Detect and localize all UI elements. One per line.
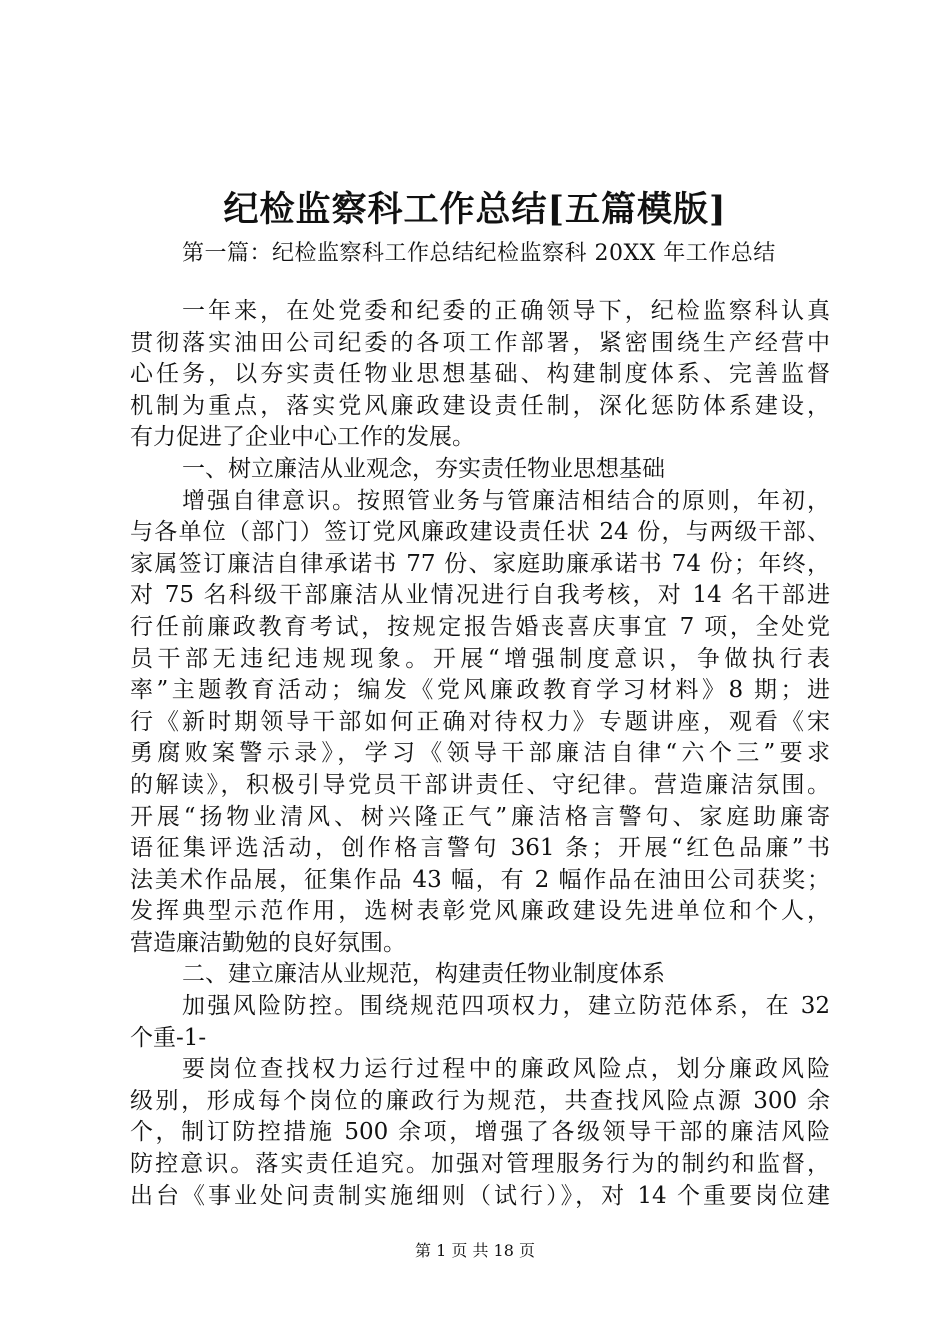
- body-line: 贯彻落实油田公司纪委的各项工作部署，紧密围绕生产经营中: [130, 329, 830, 356]
- body-line: 机制为重点，落实党风廉政建设责任制，深化惩防体系建设，: [130, 392, 830, 419]
- body-line: 增强自律意识。按照管业务与管廉洁相结合的原则，年初，: [182, 487, 830, 514]
- body-line: 语征集评选活动，创作格言警句 361 条；开展“红色品廉”书: [130, 835, 830, 862]
- body-line: 个重-1-: [130, 1024, 207, 1051]
- body-line: 防控意识。落实责任追究。加强对管理服务行为的制约和监督，: [130, 1151, 830, 1178]
- body-line: 家属签订廉洁自律承诺书 77 份、家庭助廉承诺书 74 份；年终，: [130, 550, 830, 577]
- body-line: 与各单位（部门）签订党风廉政建设责任状 24 份，与两级干部、: [130, 519, 830, 546]
- body-line: 行《新时期领导干部如何正确对待权力》专题讲座，观看《宋: [130, 708, 830, 735]
- body-line: 级别，形成每个岗位的廉政行为规范，共查找风险点源 300 余: [130, 1087, 830, 1114]
- body-line: 勇腐败案警示录》，学习《领导干部廉洁自律“六个三”要求: [130, 740, 830, 767]
- document-title: 纪检监察科工作总结[五篇模版]: [223, 189, 727, 230]
- body-line: 一年来，在处党委和纪委的正确领导下，纪检监察科认真: [182, 298, 830, 324]
- body-line: 员干部无违纪违规现象。开展“增强制度意识，争做执行表: [130, 645, 830, 672]
- body-line: 率”主题教育活动；编发《党风廉政教育学习材料》8 期；进: [130, 677, 830, 704]
- document-subtitle: 第一篇：纪检监察科工作总结纪检监察科 20XX 年工作总结: [182, 241, 776, 266]
- body-line: 加强风险防控。围绕规范四项权力，建立防范体系，在 32: [182, 993, 830, 1020]
- body-line: 心任务，以夯实责任物业思想基础、构建制度体系、完善监督: [130, 361, 830, 388]
- body-line: 行任前廉政教育考试，按规定报告婚丧喜庆事宜 7 项，全处党: [130, 613, 830, 640]
- body-line: 法美术作品展，征集作品 43 幅，有 2 幅作品在油田公司获奖；: [130, 866, 830, 893]
- body-line: 发挥典型示范作用，选树表彰党风廉政建设先进单位和个人，: [130, 898, 830, 925]
- section-heading: 一、树立廉洁从业观念，夯实责任物业思想基础: [182, 455, 665, 482]
- body-line: 出台《事业处问责制实施细则（试行）》，对 14 个重要岗位建: [130, 1182, 830, 1209]
- body-line: 对 75 名科级干部廉洁从业情况进行自我考核，对 14 名干部进: [130, 582, 830, 609]
- body-line: 要岗位查找权力运行过程中的廉政风险点，划分廉政风险: [182, 1056, 830, 1083]
- section-heading: 二、建立廉洁从业规范，构建责任物业制度体系: [182, 961, 665, 988]
- document-body: [130, 296, 830, 1212]
- body-line: 个，制订防控措施 500 余项，增强了各级领导干部的廉洁风险: [130, 1119, 830, 1146]
- body-line: 有力促进了企业中心工作的发展。: [130, 424, 475, 451]
- page-number-footer: 第 1 页 共 18 页: [415, 1241, 535, 1260]
- body-line: 营造廉洁勤勉的良好氛围。: [130, 929, 406, 956]
- body-line: 开展“扬物业清风、树兴隆正气”廉洁格言警句、家庭助廉寄: [130, 803, 830, 830]
- body-line: 的解读》，积极引导党员干部讲责任、守纪律。营造廉洁氛围。: [130, 771, 830, 798]
